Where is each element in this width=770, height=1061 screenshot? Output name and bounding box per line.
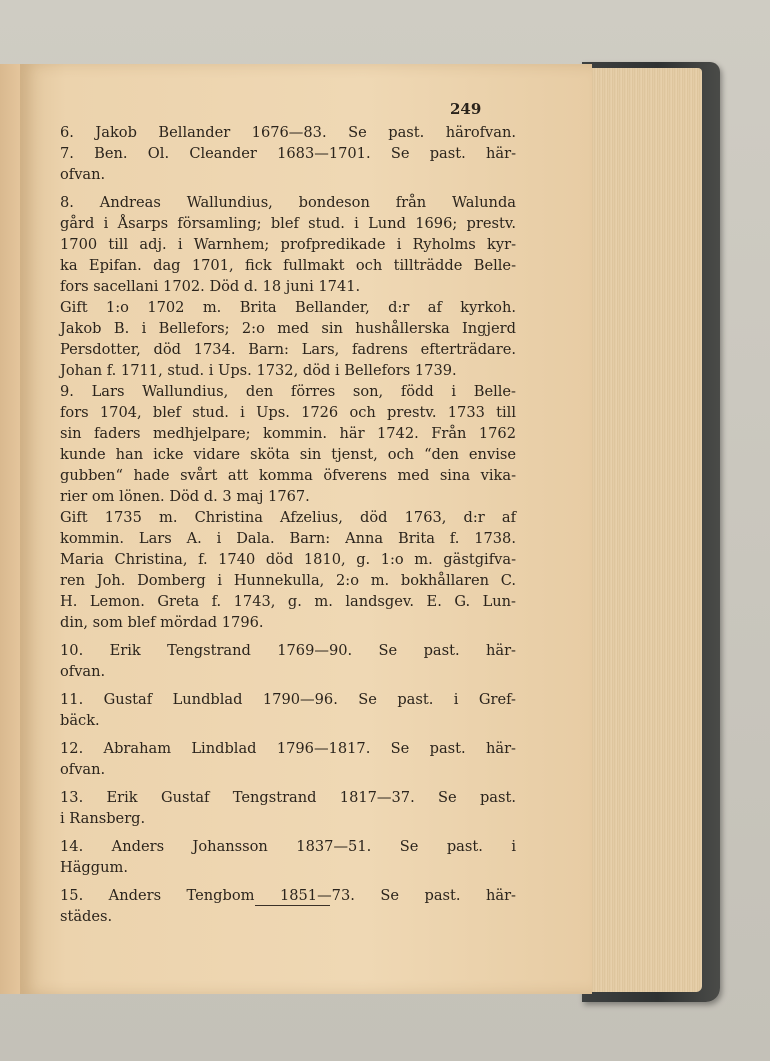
text-line: gubben“ hade svårt att komma öfverens med sina vika- xyxy=(60,467,516,484)
text-line: Gift 1:o 1702 m. Brita Bellander, d:r af kyrkoh. xyxy=(60,299,516,316)
text-line: i Ransberg. xyxy=(60,810,146,827)
text-line: fors sacellani 1702. Död d. 18 juni 1741. xyxy=(60,278,361,295)
text-line: 12. Abraham Lindblad 1796—1817. Se past. här- xyxy=(60,740,516,757)
text-line: kunde han icke vidare sköta sin tjenst, och “den envise xyxy=(60,446,516,463)
text-line: din, som blef mördad 1796. xyxy=(60,614,264,631)
text-line: Gift 1735 m. Christina Afzelius, död 1763, d:r af xyxy=(60,509,516,526)
text-line: 14. Anders Johansson 1837—51. Se past. i xyxy=(60,838,516,855)
text-line: 6. Jakob Bellander 1676—83. Se past. härofvan. xyxy=(60,124,516,141)
left-page-edge xyxy=(0,64,21,994)
text-line: Persdotter, död 1734. Barn: Lars, fadrens efterträdare. xyxy=(60,341,516,358)
text-line: Johan f. 1711, stud. i Ups. 1732, död i Bellefors 1739. xyxy=(60,362,457,379)
text-line: 8. Andreas Wallundius, bondeson från Walunda xyxy=(60,194,516,211)
paragraph-gap xyxy=(60,731,516,738)
text-line: Jakob B. i Bellefors; 2:o med sin hushållerska Ingjerd xyxy=(60,320,516,337)
text-line: Häggum. xyxy=(60,859,128,876)
text-line: 11. Gustaf Lundblad 1790—96. Se past. i Gref- xyxy=(60,691,516,708)
text-line: kommin. Lars A. i Dala. Barn: Anna Brita f. 1738. xyxy=(60,530,516,547)
text-line: ofvan. xyxy=(60,166,106,183)
paragraph-gap xyxy=(60,878,516,885)
text-line: ren Joh. Domberg i Hunnekulla, 2:o m. bokhållaren C. xyxy=(60,572,516,589)
text-line: 13. Erik Gustaf Tengstrand 1817—37. Se past. xyxy=(60,789,516,806)
text-line: 1700 till adj. i Warnhem; profpredikade i Ryholms kyr- xyxy=(60,236,516,253)
text-line: fors 1704, blef stud. i Ups. 1726 och prestv. 1733 till xyxy=(60,404,516,421)
text-line: städes. xyxy=(60,908,113,925)
text-line: 7. Ben. Ol. Cleander 1683—1701. Se past. här- xyxy=(60,145,516,162)
text-line: 10. Erik Tengstrand 1769—90. Se past. här- xyxy=(60,642,516,659)
text-line: H. Lemon. Greta f. 1743, g. m. landsgev. E. G. Lun- xyxy=(60,593,516,610)
text-line: Maria Christina, f. 1740 död 1810, g. 1:o m. gästgifva- xyxy=(60,551,516,568)
text-line: rier om lönen. Död d. 3 maj 1767. xyxy=(60,488,310,505)
text-line: ka Epifan. dag 1701, fick fullmakt och tillträdde Belle- xyxy=(60,257,516,274)
text-line: 9. Lars Wallundius, den förres son, född i Belle- xyxy=(60,383,516,400)
end-rule xyxy=(255,905,330,906)
text-line: ofvan. xyxy=(60,761,106,778)
paragraph-gap xyxy=(60,829,516,836)
paragraph-gap xyxy=(60,633,516,640)
page-text xyxy=(60,122,516,927)
paragraph-gap xyxy=(60,682,516,689)
page-number: 249 xyxy=(450,100,482,118)
text-line: 15. Anders Tengbom 1851—73. Se past. här- xyxy=(60,887,516,904)
paragraph-gap xyxy=(60,185,516,192)
text-line: ofvan. xyxy=(60,663,106,680)
paragraph-gap xyxy=(60,780,516,787)
page-edges xyxy=(588,68,702,992)
text-line: bäck. xyxy=(60,712,100,729)
text-line: sin faders medhjelpare; kommin. här 1742. Från 1762 xyxy=(60,425,516,442)
text-line: gård i Åsarps församling; blef stud. i Lund 1696; prestv. xyxy=(60,215,516,232)
